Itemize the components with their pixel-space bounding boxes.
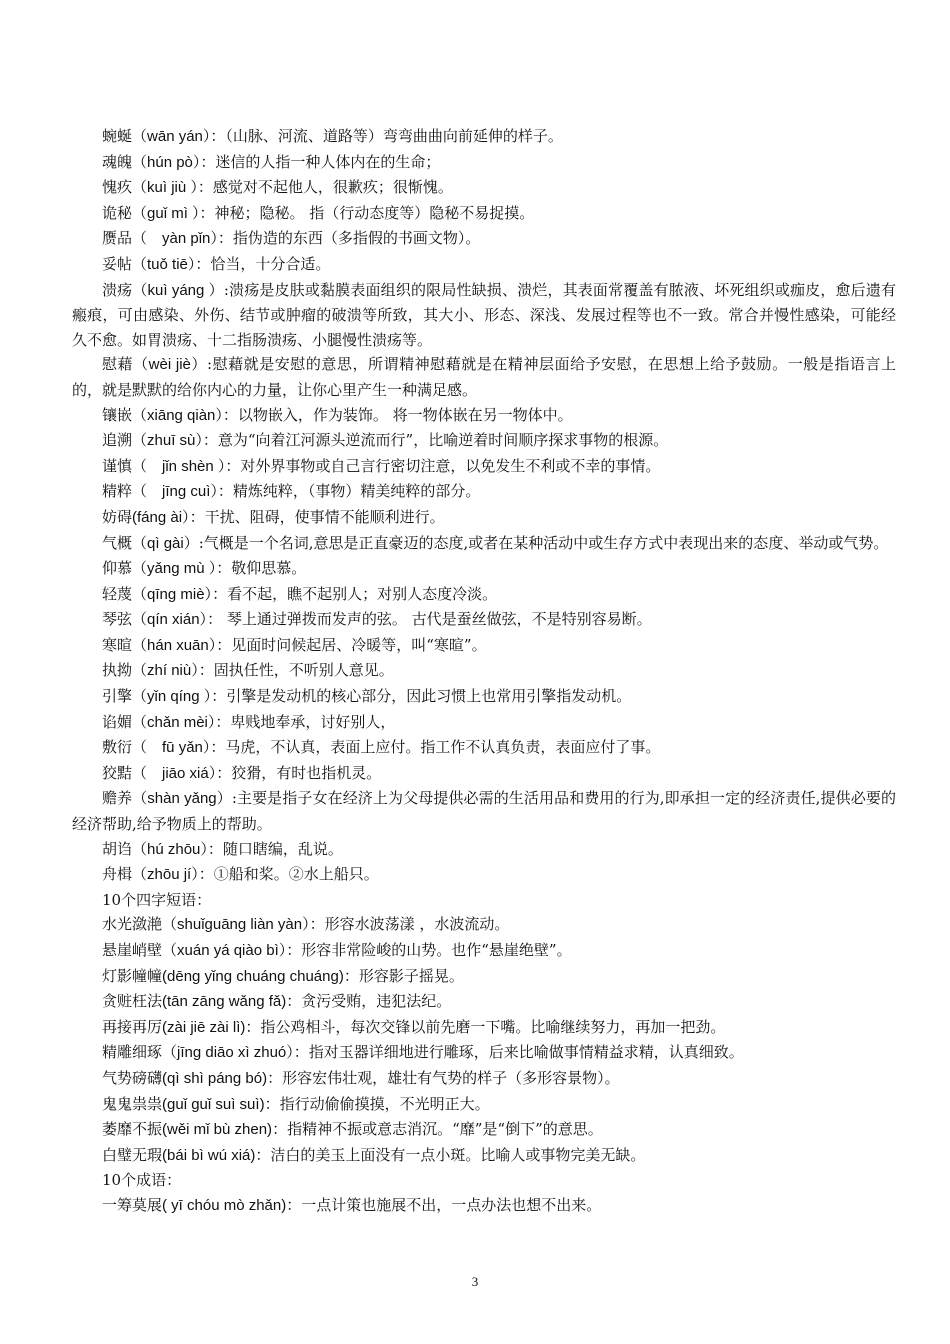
- term-word: 引擎: [102, 687, 133, 706]
- term-word: 再接再厉: [102, 1017, 163, 1036]
- term-definition: ：（山脉、河流、道路等）弯弯曲曲向前延伸的样子。: [210, 127, 563, 145]
- term-pinyin: （ yàn pǐn）: [132, 230, 218, 248]
- vocabulary-entry: [72, 505, 896, 531]
- vocabulary-entry: [72, 786, 896, 836]
- term-pinyin: （yǎng mù ）: [132, 560, 217, 578]
- term-pinyin: （chǎn mèi）: [132, 713, 216, 731]
- term-word: 赝品: [102, 229, 133, 248]
- term-definition: ：引擎是发动机的核心部分，因此习惯上也常用引擎指发动机。: [211, 687, 632, 706]
- term-pinyin: （ fū yǎn）: [132, 739, 211, 757]
- term-word: 轻蔑: [102, 584, 133, 603]
- vocabulary-entry: [72, 735, 896, 761]
- term-pinyin: (guǐ guǐ suì suì): [162, 1095, 265, 1113]
- term-definition: ：以物嵌入，作为装饰。 将一物体嵌在另一物体中。: [222, 405, 573, 424]
- term-word: 愧疚: [102, 178, 133, 197]
- term-word: 溃疡: [102, 280, 133, 299]
- vocabulary-entry: [72, 226, 896, 252]
- term-word: 赡养: [102, 789, 133, 808]
- term-word: 贪赃枉法: [102, 992, 163, 1011]
- term-word: 悬崖峭壁: [102, 941, 163, 959]
- term-definition: ：神秘；隐秘。 指（行动态度等）隐秘不易捉摸。: [199, 203, 535, 222]
- term-word: 鬼鬼祟祟: [102, 1094, 163, 1113]
- term-word: 谨慎: [102, 456, 133, 475]
- vocabulary-entry: [72, 479, 896, 505]
- term-definition: :主要是指子女在经济上为父母提供必需的生活用品和费用的行为,即承担一定的经济责任,提供必要的经济帮助,给予物质上的帮助。: [72, 789, 896, 834]
- vocabulary-entry: [72, 403, 896, 429]
- term-definition: ：洁白的美玉上面没有一点小斑。比喻人或事物完美无缺。: [255, 1145, 646, 1164]
- vocabulary-entry: [72, 658, 896, 684]
- term-word: 灯影幢幢: [102, 966, 163, 985]
- phrase-entry: [72, 1143, 896, 1169]
- phrase-entry: [72, 989, 896, 1015]
- vocabulary-entry: [72, 428, 896, 454]
- document-body: [72, 124, 896, 1219]
- term-word: 蜿蜒: [102, 127, 133, 145]
- term-word: 诡秘: [102, 203, 133, 222]
- term-pinyin: （zhuī sù）: [132, 432, 203, 450]
- term-word: 仰慕: [102, 559, 133, 578]
- term-definition: :溃疡是皮肤或黏膜表面组织的限局性缺损、溃烂，其表面常覆盖有脓液、坏死组织或痂皮，愈后遗有瘢痕，可由感染、外伤、结节或肿瘤的破溃等所致，其大小、形态、深浅、发展过程等也不一致。常合并慢性感染，可能经久不愈。如胃溃疡、十二指肠溃疡、小腿慢性溃疡等。: [72, 280, 896, 349]
- vocabulary-entry: [72, 124, 896, 150]
- term-pinyin: （wān yán）: [132, 128, 211, 145]
- vocabulary-entry: [72, 454, 896, 480]
- term-definition: ：①船和桨。②水上船只。: [198, 865, 379, 884]
- term-definition: ：精炼纯粹，（事物）精美纯粹的部分。: [217, 482, 481, 501]
- vocabulary-entry: [72, 352, 896, 402]
- term-pinyin: （kuì yáng ）: [132, 281, 224, 299]
- term-pinyin: ( yī chóu mò zhǎn): [162, 1196, 287, 1214]
- term-definition: ：见面时问候起居、冷暖等，叫“寒暄”。: [216, 635, 487, 654]
- term-pinyin: （hú zhōu）: [132, 840, 208, 858]
- term-definition: ：意为“向着江河源头逆流而行”，比喻逆着时间顺序探求事物的根源。: [202, 431, 669, 450]
- phrase-entry: [72, 1015, 896, 1041]
- term-pinyin: （xuán yá qiào bì）: [162, 942, 287, 959]
- term-pinyin: （hán xuān）: [132, 636, 217, 654]
- term-definition: ：狡猾，有时也指机灵。: [216, 763, 382, 782]
- term-definition: ： 琴上通过弹拨而发声的弦。 古代是蚕丝做弦，不是特别容易断。: [207, 610, 652, 629]
- term-pinyin: （ jīng cuì）: [132, 483, 218, 501]
- vocabulary-entry: [72, 633, 896, 659]
- vocabulary-entry: [72, 837, 896, 863]
- term-definition: ：迷信的人指一种人体内在的生命；: [200, 152, 441, 171]
- term-definition: ：对外界事物或自己言行密切注意，以免发生不利或不幸的事情。: [225, 456, 661, 475]
- term-pinyin: （qīng miè）: [132, 585, 213, 603]
- term-definition: ：卑贱地奉承，讨好别人，: [215, 712, 396, 731]
- term-definition: ：干扰、阻碍，使事情不能顺利进行。: [189, 507, 445, 526]
- phrase-entry: [72, 964, 896, 990]
- term-definition: ：感觉对不起他人，很歉疚；很惭愧。: [197, 178, 453, 197]
- vocabulary-entry: [72, 710, 896, 736]
- phrase-entry: [72, 1066, 896, 1092]
- term-word: 胡诌: [102, 839, 133, 858]
- term-pinyin: （kuì jiù ）: [132, 179, 198, 197]
- term-definition: ：随口瞎编，乱说。: [207, 839, 343, 858]
- term-pinyin: （qín xián）: [132, 611, 208, 629]
- term-pinyin: (bái bì wú xiá): [162, 1146, 256, 1164]
- term-definition: ：形容非常险峻的山势。也作“悬崖绝壁”。: [286, 941, 572, 959]
- vocabulary-list: [72, 124, 896, 888]
- vocabulary-entry: [72, 175, 896, 201]
- term-word: 慰藉: [102, 355, 134, 374]
- term-pinyin: （shàn yǎng）: [132, 790, 232, 808]
- term-definition: ：马虎，不认真，表面上应付。指工作不认真负责，表面应付了事。: [210, 738, 661, 757]
- term-word: 气概: [102, 533, 133, 552]
- idiom-list: [72, 1193, 896, 1219]
- term-pinyin: （qì gài）: [132, 534, 199, 552]
- term-pinyin: （ɡuǐ mì ）: [132, 204, 200, 222]
- term-word: 妥帖: [102, 254, 133, 273]
- phrase-entry: [72, 912, 896, 938]
- term-word: 萎靡不振: [102, 1120, 163, 1139]
- term-definition: ：指公鸡相斗，每次交锋以前先磨一下嘴。比喻继续努力，再加一把劲。: [245, 1017, 726, 1036]
- term-word: 镶嵌: [102, 405, 133, 424]
- term-word: 执拗: [102, 661, 133, 680]
- vocabulary-entry: [72, 150, 896, 176]
- term-pinyin: (wěi mǐ bù zhen): [162, 1121, 273, 1139]
- phrase-entry: [72, 1092, 896, 1118]
- term-pinyin: （ jǐn shèn ）: [132, 457, 226, 475]
- term-definition: ：形容影子摇晃。: [343, 966, 464, 985]
- term-definition: ：敬仰思慕。: [216, 559, 307, 578]
- vocabulary-entry: [72, 684, 896, 710]
- term-word: 敷衍: [102, 738, 133, 757]
- term-pinyin: （hún pò）: [132, 153, 201, 171]
- term-pinyin: (zài jiē zài lì): [162, 1018, 246, 1036]
- term-word: 气势磅礴: [102, 1068, 163, 1087]
- term-definition: ：指精神不振或意志消沉。“靡”是“倒下”的意思。: [272, 1120, 603, 1139]
- term-word: 追溯: [102, 431, 133, 450]
- term-definition: ：指伪造的东西（多指假的书画文物）。: [217, 229, 481, 248]
- term-word: 水光潋滟: [102, 915, 163, 934]
- term-pinyin: （xiāng qiàn）: [132, 406, 223, 424]
- phrase-entry: [72, 1040, 896, 1066]
- term-pinyin: （ jiāo xiá）: [132, 764, 217, 782]
- term-word: 狡黠: [102, 763, 133, 782]
- term-pinyin: （shuǐguāng liàn yàn）: [162, 916, 310, 934]
- term-word: 寒暄: [102, 635, 133, 654]
- term-pinyin: （jīng diāo xì zhuó）: [162, 1044, 294, 1062]
- page-number: 3: [471, 1274, 479, 1289]
- vocabulary-entry: [72, 582, 896, 608]
- vocabulary-entry: [72, 607, 896, 633]
- vocabulary-entry: [72, 556, 896, 582]
- term-definition: :慰藉就是安慰的意思，所谓精神慰藉就是在精神层面给予安慰，在思想上给予鼓励。一般是指语言上的，就是默默的给你内心的力量，让你心里产生一种满足感。: [72, 355, 896, 399]
- term-pinyin: （tuǒ tiē）: [132, 255, 196, 273]
- vocabulary-entry: [72, 761, 896, 787]
- term-definition: ：一点计策也施展不出，一点办法也想不出来。: [286, 1195, 602, 1214]
- term-definition: ：形容水波荡漾 ，水波流动。: [309, 915, 510, 934]
- term-pinyin: (qì shì páng bó): [162, 1069, 268, 1087]
- term-word: 精雕细琢: [102, 1043, 163, 1062]
- term-word: 妨碍: [102, 507, 133, 526]
- phrase-entry: [72, 1117, 896, 1143]
- term-pinyin: （wèi jiè）: [133, 356, 207, 374]
- term-pinyin: (fáng ài）: [132, 508, 190, 526]
- vocabulary-entry: [72, 531, 896, 557]
- term-pinyin: (tān zāng wǎng fǎ): [162, 993, 287, 1011]
- term-definition: ：指行动偷偷摸摸，不光明正大。: [264, 1094, 490, 1113]
- term-definition: ：恰当，十分合适。: [195, 254, 331, 273]
- term-definition: ：指对玉器详细地进行雕琢，后来比喻做事情精益求精，认真细致。: [293, 1043, 744, 1062]
- term-pinyin: （zhí niù）: [132, 662, 199, 680]
- term-definition: ：贪污受贿，违犯法纪。: [286, 992, 452, 1011]
- term-word: 琴弦: [102, 610, 133, 629]
- section-heading-idioms: 10个成语：: [102, 1171, 182, 1190]
- term-definition: ：固执任性，不听别人意见。: [198, 661, 394, 680]
- term-word: 白璧无瑕: [102, 1145, 163, 1164]
- term-word: 谄媚: [102, 712, 133, 731]
- vocabulary-entry: [72, 252, 896, 278]
- term-pinyin: （yǐn qíng ）: [132, 688, 212, 706]
- term-word: 一筹莫展: [102, 1195, 163, 1214]
- section-heading-phrases: 10个四字短语：: [102, 890, 212, 909]
- term-definition: ：看不起，瞧不起别人；对别人态度冷淡。: [212, 584, 498, 603]
- phrase-list: [72, 912, 896, 1168]
- term-pinyin: （zhōu jí）: [132, 866, 199, 884]
- idiom-entry: [72, 1193, 896, 1219]
- term-word: 魂魄: [102, 152, 133, 171]
- term-definition: :气概是一个名词,意思是正直豪迈的态度,或者在某种活动中或生存方式中表现出来的态度、举动或气势。: [198, 533, 889, 552]
- vocabulary-entry: [72, 201, 896, 227]
- term-pinyin: (dēng yǐng chuáng chuáng): [162, 967, 344, 985]
- vocabulary-entry: [72, 278, 896, 353]
- term-word: 精粹: [102, 482, 133, 501]
- phrase-entry: [72, 938, 896, 964]
- term-word: 舟楫: [102, 865, 133, 884]
- term-definition: ：形容宏伟壮观，雄壮有气势的样子（多形容景物）。: [267, 1068, 620, 1087]
- vocabulary-entry: [72, 862, 896, 888]
